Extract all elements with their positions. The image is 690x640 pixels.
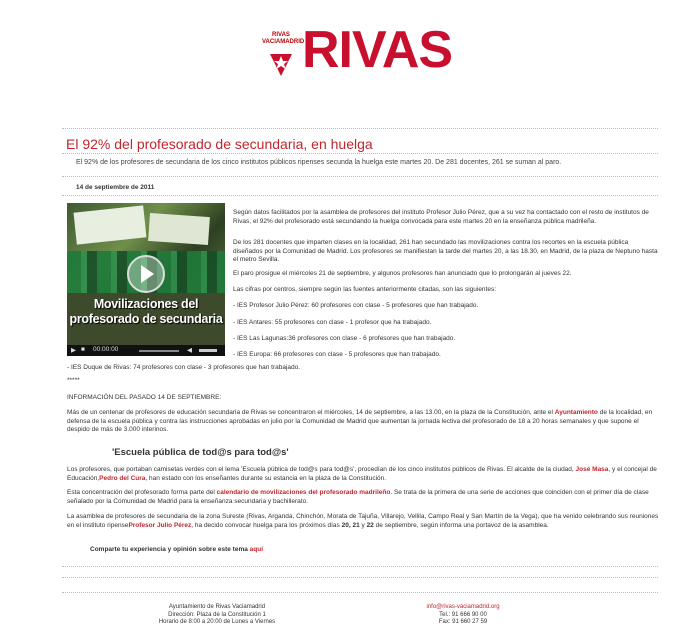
volume-slider[interactable]: [199, 349, 217, 352]
star-icon: [268, 50, 294, 76]
divider: [62, 128, 658, 129]
rivas-logo[interactable]: [262, 20, 462, 82]
protest-banner: [148, 213, 210, 245]
list-item: - IES Duque de Rivas: 74 profesores con clase - 3 profesores que han trabajado.: [67, 364, 301, 371]
divider: [62, 153, 658, 154]
divider: [62, 195, 658, 196]
text-run: de la localidad, en defensa de la escuela pública y contra las instrucciones aprobadas en julio por la Comunidad de Madrid que aumentan la jornada lectiva del profesorado de 18 a 20 horas semanales y que supone el despido de más de 3.000 interinos.: [67, 409, 653, 433]
footer-line: Dirección: Plaza de la Constitución 1: [168, 611, 266, 618]
list-item: - IES Profesor Julio Pérez: 60 profesores con clase - 5 profesores que han trabajado.: [233, 302, 479, 309]
text-run: Esta concentración del profesorado forma parte del: [67, 489, 217, 496]
share-prompt: [90, 546, 263, 553]
footer-email-link[interactable]: info@rivas-vaciamadrid.org: [426, 604, 500, 610]
video-time: 00:00:00: [93, 346, 119, 353]
play-button-icon[interactable]: ▶: [71, 347, 76, 354]
article-title: El 92% del profesorado de secundaria, en huelga: [66, 136, 373, 152]
separator: *****: [67, 377, 80, 384]
stop-icon[interactable]: ■: [81, 346, 85, 353]
video-controls[interactable]: [67, 345, 225, 356]
text-run: . Se trata de la primera de una serie de acciones que coinciden con el primer día de clase señalado por la Comunidad de Madrid para la enseñanza secundaria y bachillerato.: [67, 489, 649, 505]
text-run: Más de un centenar de profesores de educación secundaria de Rivas se concentraron el miércoles, 14 de septiembre, a las 13.00, en la plaza de la Constitución, ante el: [67, 409, 555, 416]
list-item: - IES Europa: 66 profesores con clase - 5 profesores que han trabajado.: [233, 351, 441, 358]
article-lead: El 92% de los profesores de secundaria de los cinco institutos públicos ripenses secunda la huelga este martes 20. De 281 docentes, 261 se suman al paro.: [76, 159, 562, 166]
seek-bar[interactable]: [139, 350, 179, 352]
text-run: 20, 21: [341, 521, 360, 529]
link-profesor-julio-perez[interactable]: Profesor Julio Pérez: [128, 521, 192, 529]
volume-icon[interactable]: ◀: [187, 347, 192, 354]
text-run: Los profesores, que portaban camisetas verdes con el lema 'Escuela pública de tod@s para tod@s', procedían de los cinco institutos públicos de Rivas. El alcalde de la ciudad,: [67, 466, 576, 473]
divider: [62, 592, 658, 593]
article-date: 14 de septiembre de 2011: [76, 184, 155, 191]
share-text: Comparte tu experiencia y opinión sobre este tema: [90, 546, 250, 553]
text-run: , han estado con los enseñantes durante su estancia en la plaza de la Constitución.: [145, 474, 387, 482]
list-item: - IES Antares: 55 profesores con clase - 1 profesor que ha trabajado.: [233, 319, 432, 326]
footer-line: Horario de 8:00 a 20:00 de Lunes a Viernes: [158, 619, 276, 625]
share-link[interactable]: aquí: [249, 546, 264, 553]
link-jose-masa[interactable]: José Masa: [575, 466, 609, 473]
text-run: 22: [366, 521, 374, 529]
text-run: , y el concejal de Educación,: [67, 466, 657, 482]
text-run: y: [359, 521, 367, 529]
paragraph: De los 281 docentes que imparten clases en la localidad, 261 han secundado las movilizaciones contra los recortes en la escuela pública diseñados por la Comunidad de Madrid. Los profesores se manifiestan la tarde del martes 20, a las 18.30, en Madrid, de la plaza de Neptuno hasta el metro Sevilla.: [233, 239, 658, 263]
video-player[interactable]: [67, 203, 225, 356]
paragraph: [67, 489, 659, 506]
footer-fax: Fax: 91 660 27 59: [438, 619, 488, 625]
logo-small-text: [262, 32, 305, 46]
paragraph: Las cifras por centros, siempre según las fuentes anteriormente citadas, son las siguientes:: [233, 286, 497, 293]
text-run: de septiembre, según informa una portavoz de la asamblea.: [373, 521, 549, 529]
divider: [62, 566, 658, 567]
paragraph: Según datos facilitados por la asamblea de profesores del instituto Profesor Julio Pérez, que a su vez ha contactado con el resto de institutos de Rivas, el 92% del profesorado está secundando la huelga convocada para este martes 20 en la enseñanza pública madrileña.: [233, 209, 649, 225]
pull-quote: 'Escuela pública de tod@s para tod@s': [112, 447, 289, 458]
paragraph: [67, 466, 659, 483]
link-pedro-del-cura[interactable]: Pedro del Cura: [99, 474, 146, 482]
divider: [62, 176, 658, 177]
divider: [62, 577, 658, 578]
footer-tel: Tel.: 91 666 90 00: [439, 611, 487, 618]
paragraph: El paro prosigue el miércoles 21 de septiembre, y algunos profesores han anunciado que lo prolongarán al jueves 22.: [233, 270, 572, 277]
list-item: - IES Las Lagunas:36 profesores con clase - 6 profesores que han trabajado.: [233, 335, 456, 342]
play-icon[interactable]: [127, 255, 165, 293]
video-caption: Movilizaciones del profesorado de secundaria: [67, 293, 225, 345]
logo-wordmark: RIVAS: [302, 21, 453, 79]
logo-small-line2: VACIAMADRID: [262, 39, 305, 45]
logo-small-line1: RIVAS: [272, 32, 290, 38]
link-calendario-movilizaciones[interactable]: calendario de movilizaciones del profesorado madrileño: [216, 489, 391, 496]
footer-contact: [398, 604, 528, 627]
text-run: , ha decido convocar huelga para los próximos días: [191, 521, 342, 529]
section-heading: INFORMACIÓN DEL PASADO 14 DE SEPTIEMBRE:: [67, 394, 222, 401]
paragraph: [67, 409, 659, 435]
text-run: La asamblea de profesores de secundaria de la zona Sureste (Rivas, Arganda, Chinchón, Morata de Tajuña, Villarejo, Vellila, Campo Real y San Martín de la Vega), que ha venido celebrando sus reuniones en el instituto ripense: [67, 513, 659, 529]
link-ayuntamiento[interactable]: Ayuntamiento: [554, 409, 598, 416]
footer-address: [152, 604, 282, 627]
footer-line: Ayuntamiento de Rivas Vaciamadrid: [168, 604, 266, 610]
paragraph: [67, 513, 659, 530]
